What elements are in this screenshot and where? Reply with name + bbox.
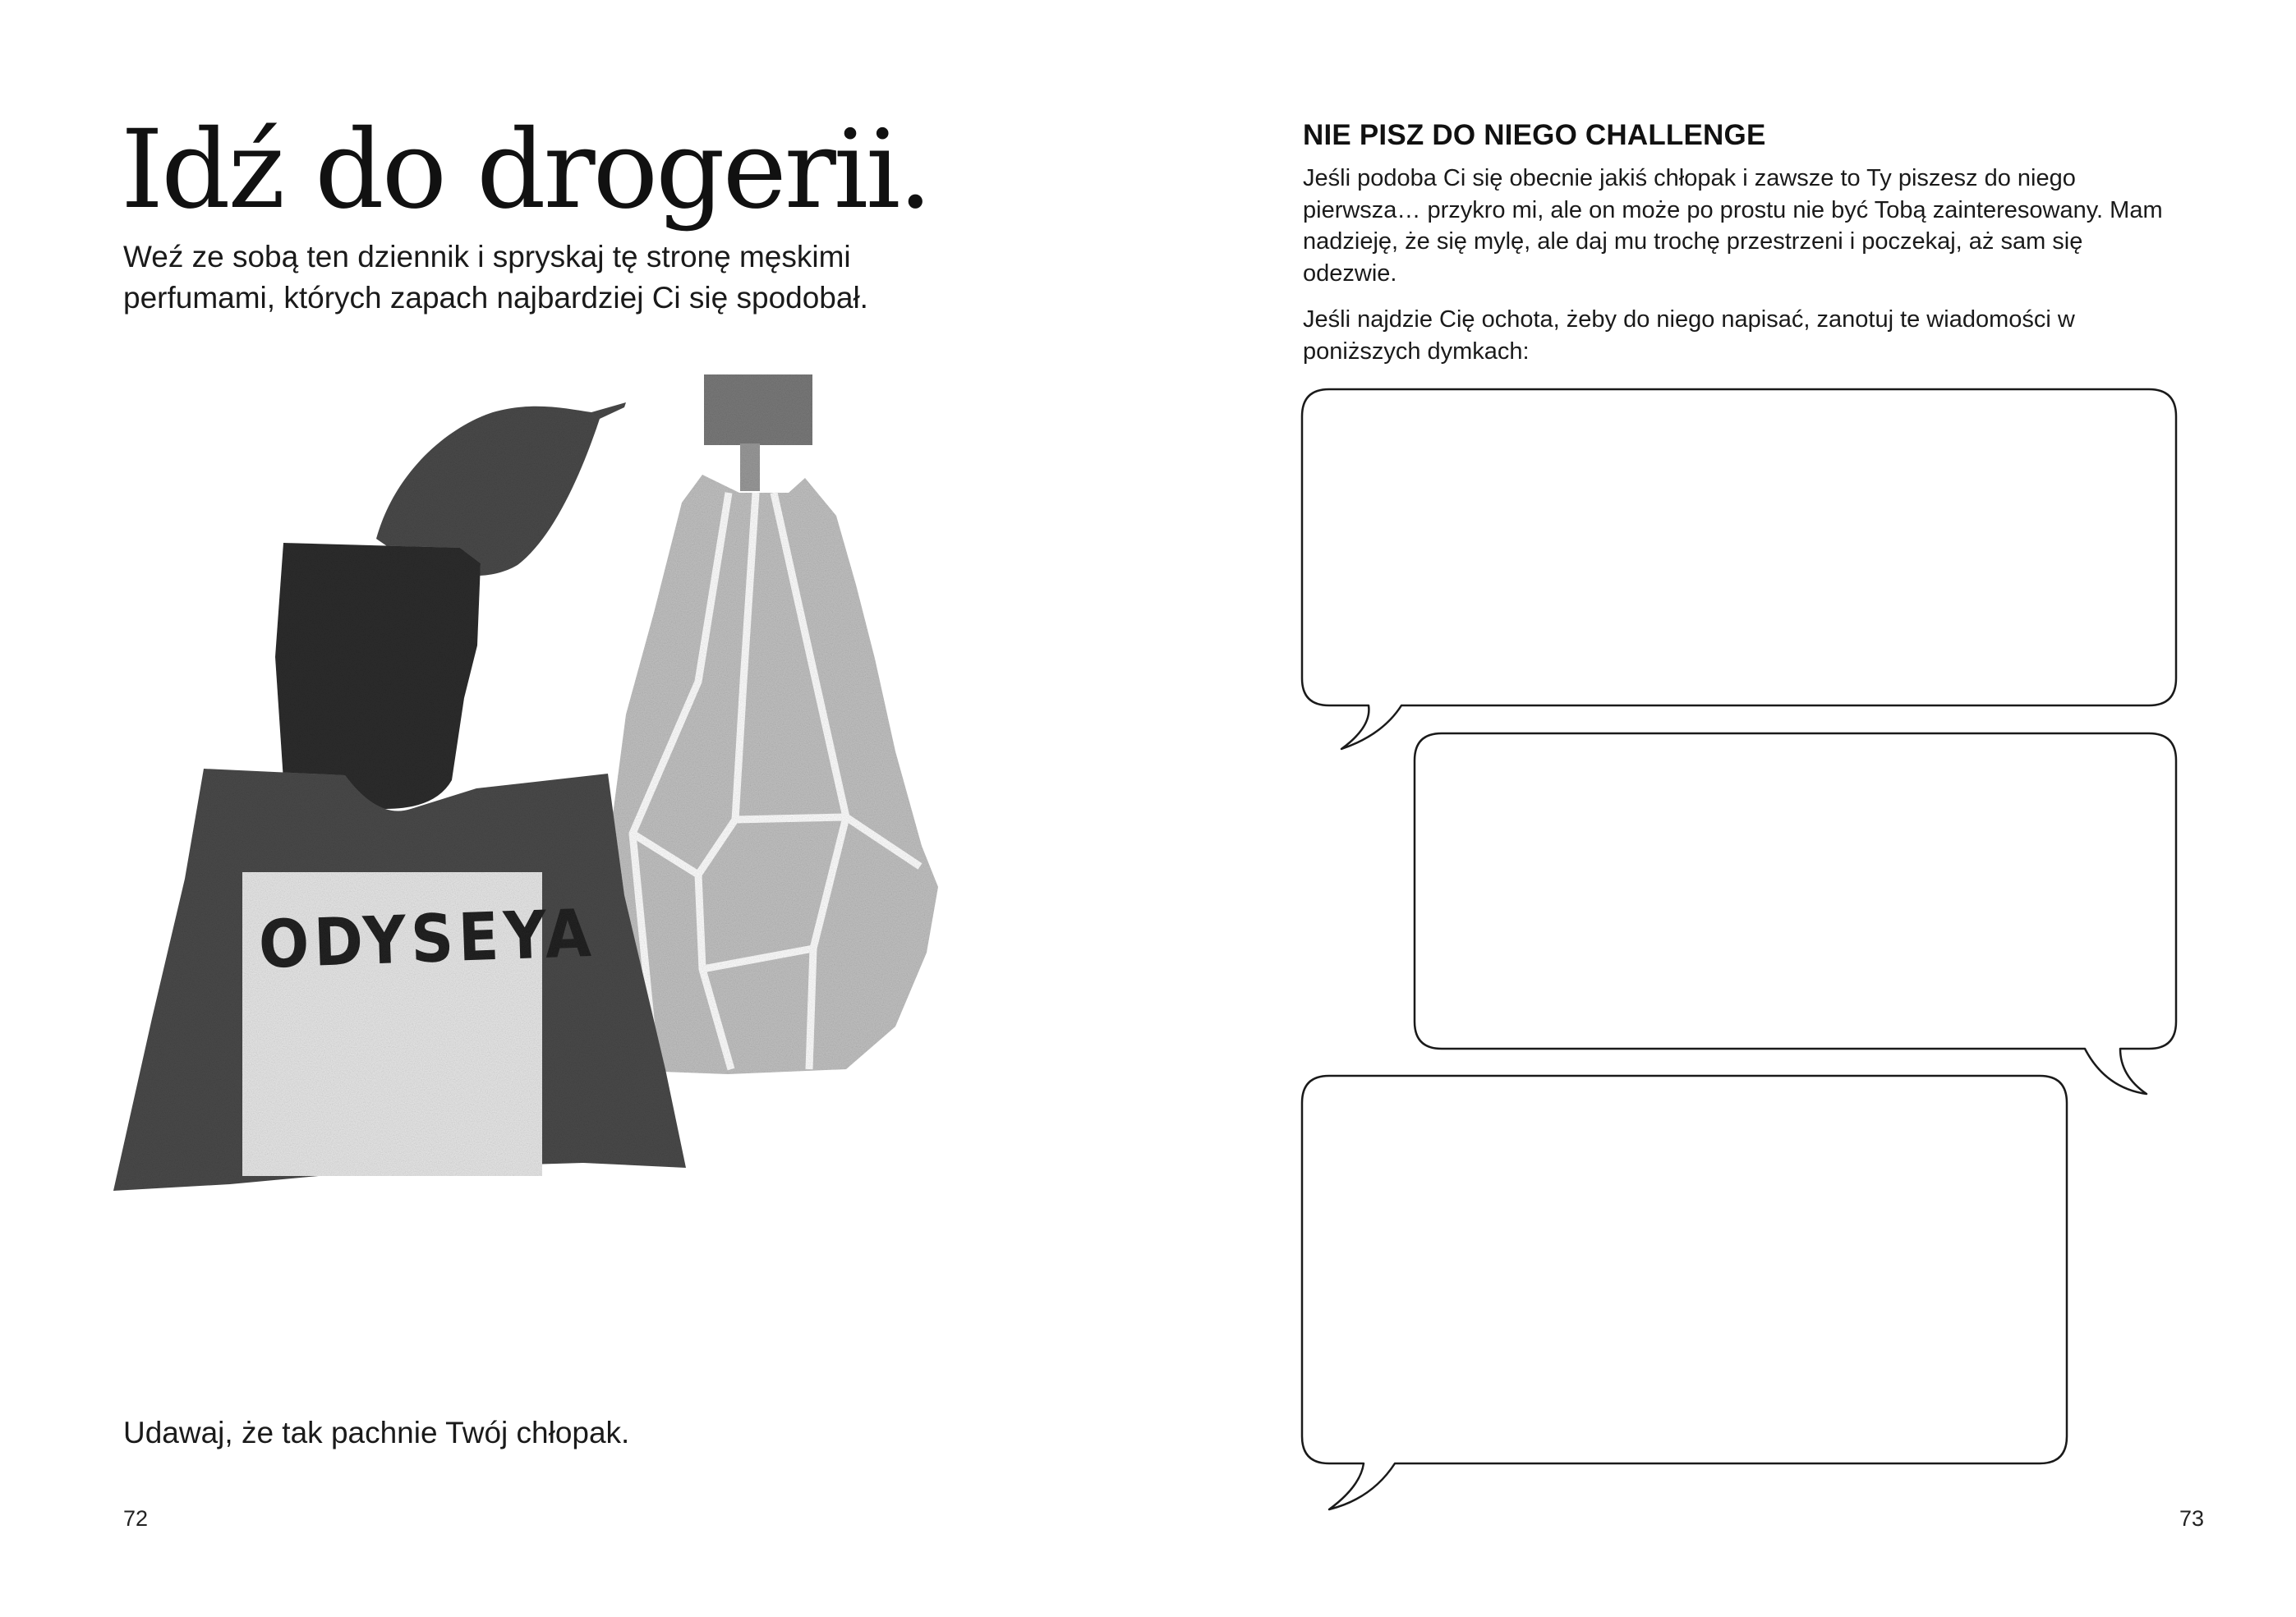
bottle-cap [275,543,481,809]
speech-bubble-1[interactable] [1302,389,2176,749]
speech-bubble-3[interactable] [1302,1076,2067,1509]
front-bottle [113,769,686,1191]
page-number: 73 [2179,1506,2205,1531]
page-title: Idź do drogerii. [121,107,931,233]
crystal-bottle [612,374,938,1074]
challenge-paragraph-1: Jeśli podoba Ci się obecnie jakiś chłopak i zawsze to Ty piszesz do niego pierwsza… przykro mi, ale on może po prostu nie być Tobą zainteresowany. Mam nadzieję, że się mylę, ale daj mu trochę przestrzeni i poczekaj, aż sam się odezwie. [1303,165,2163,287]
right-page [1148,0,2296,1617]
perfume-bottles-illustration [107,370,945,1355]
speech-bubble-2[interactable] [1415,733,2176,1094]
page-number: 72 [123,1506,149,1531]
intro-text: Weź ze sobą ten dziennik i spryskaj tę stronę męskimi perfumami, których zapach najbardziej Ci się spodobał. [123,240,868,315]
bottle-label-text: ODYSEYA [257,894,597,983]
outro-text: Udawaj, że tak pachnie Twój chłopak. [123,1416,630,1449]
challenge-heading: NIE PISZ DO NIEGO CHALLENGE [1303,119,1766,151]
challenge-paragraph-2: Jeśli najdzie Cię ochota, żeby do niego napisać, zanotuj te wiadomości w poniższych dymkach: [1303,306,2075,365]
